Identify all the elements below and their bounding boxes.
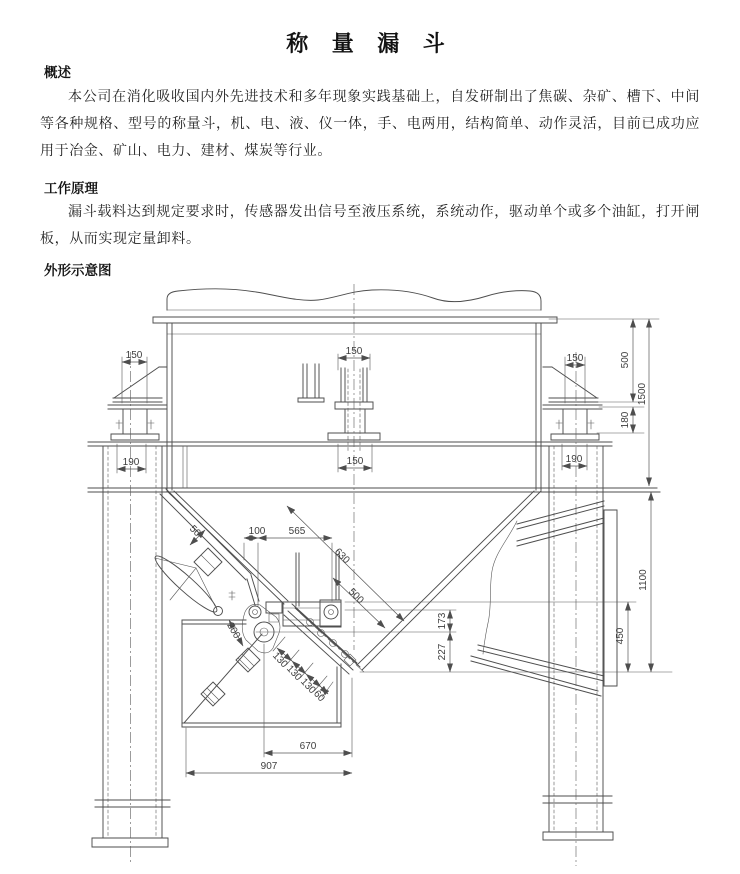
page-title: 称 量 漏 斗: [286, 30, 454, 56]
dimension-label: 150: [346, 456, 364, 467]
dimension-label: 130: [270, 650, 290, 671]
dimension-label: 500: [345, 586, 366, 607]
dimension-label: 190: [565, 454, 583, 465]
dimension-label: 500: [620, 351, 631, 369]
hopper-funnel: [167, 491, 672, 696]
support-beams: [88, 442, 660, 492]
chute-box: [182, 620, 341, 727]
dimension-label: 150: [345, 346, 363, 357]
section-body-overview: 本公司在消化吸收国内外先进技术和多年现象实践基础上，自发研制出了焦碳、杂矿、槽下、中间等各种规格、型号的称量斗，机、电、液、仪一体，手、电两用，结构简单、动作灵活，目前已成功应用于冶金、矿山、电力、建材、煤炭等行业。: [40, 90, 700, 159]
dimension-label: 150: [566, 353, 584, 364]
dimension-label: 180: [620, 411, 631, 429]
right-support: [543, 367, 602, 440]
gate-assembly: [242, 600, 365, 674]
centerlines: [131, 284, 577, 866]
dimension-label: 450: [615, 627, 626, 645]
dimension-label: 150: [125, 350, 143, 361]
dimension-label: 670: [299, 741, 317, 752]
left-support: [108, 367, 167, 440]
dimension-labels: [123, 346, 649, 772]
dimension-label: 227: [437, 643, 448, 661]
dimension-label: 190: [122, 457, 140, 468]
dimension-lines: [117, 319, 659, 777]
right-leg: [543, 446, 617, 840]
dimension-label: 50: [186, 523, 203, 540]
section-heading-outline-diagram: 外形示意图: [44, 263, 112, 278]
dimension-label: 630: [331, 546, 352, 567]
dimension-label: 130: [284, 663, 304, 684]
section-body-working-principle: 漏斗载料达到规定要求时，传感器发出信号至液压系统，系统动作，驱动单个或多个油缸，打开闸板，从而实现定量卸料。: [40, 205, 700, 247]
dimension-label: 565: [288, 526, 306, 537]
dimension-label: 907: [260, 761, 278, 772]
left-leg: [92, 446, 170, 847]
section-heading-working-principle: 工作原理: [44, 181, 98, 196]
dimension-label: 200: [224, 620, 243, 641]
dimension-label: 130: [298, 676, 318, 697]
handwheel-icon: [151, 551, 223, 617]
dimension-label: 1100: [638, 569, 649, 591]
dimension-label: 100: [248, 526, 266, 537]
section-heading-overview: 概述: [44, 65, 71, 80]
dimension-label: 60: [311, 688, 327, 705]
dimension-label: 173: [437, 612, 448, 630]
dimension-label: 1500: [637, 382, 648, 406]
